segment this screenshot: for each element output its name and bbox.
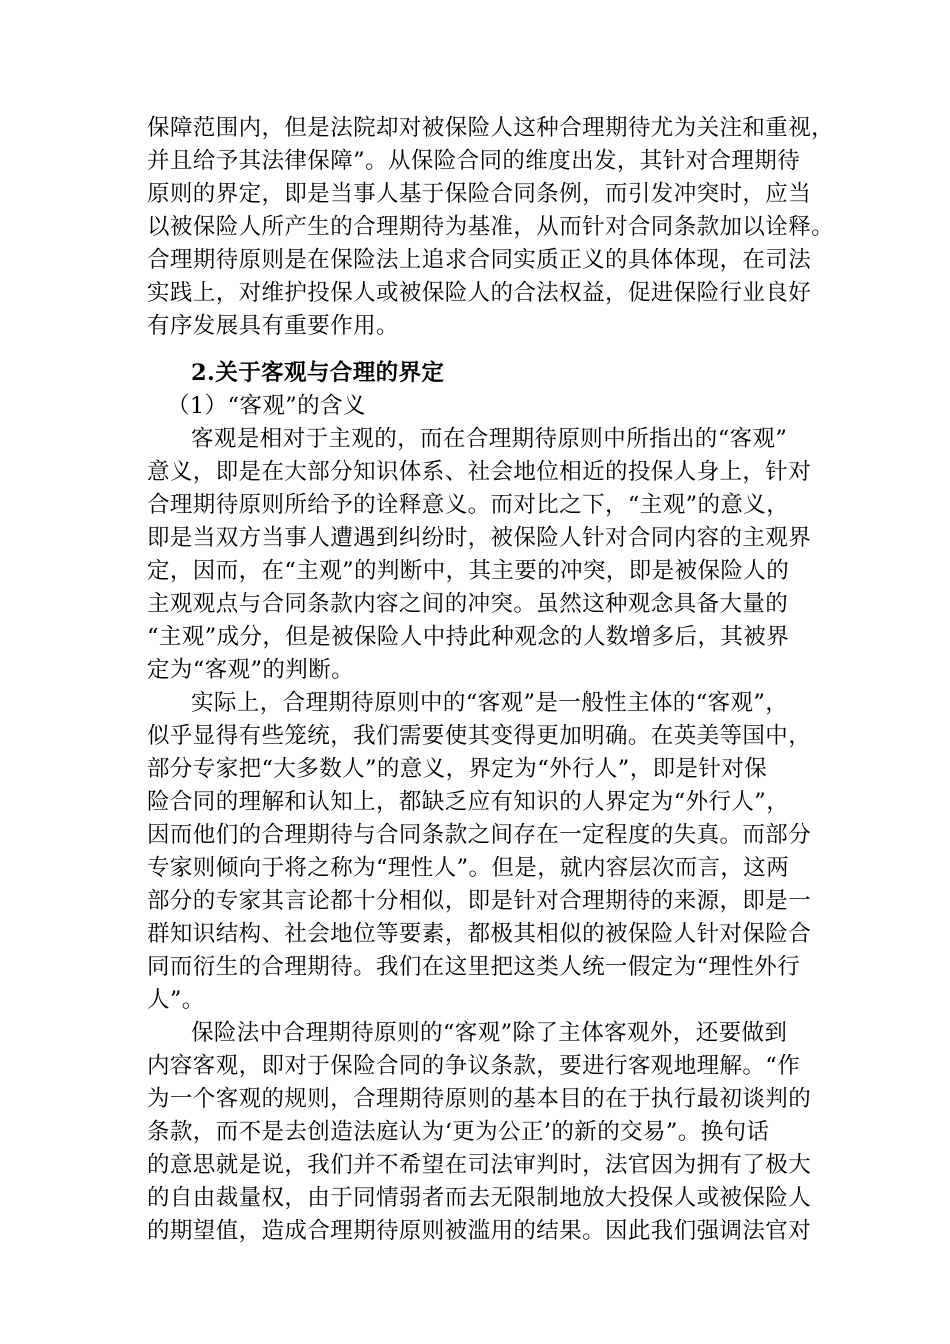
text-line: 内容客观，即对于保险合同的争议条款，要进行客观地理解。“作 <box>147 1053 801 1079</box>
text-line: 定，因而，在“主观”的判断中，其主要的冲突，即是被保险人的 <box>147 558 790 584</box>
section-heading: 2.关于客观与合理的界定 <box>191 360 445 386</box>
text-line: 的意思就是说，我们并不希望在司法审判时，法官因为拥有了极大 <box>147 1152 812 1178</box>
text-line: 定为“客观”的判断。 <box>147 657 355 683</box>
text-line: 即是当双方当事人遭遇到纠纷时，被保险人针对合同内容的主观界 <box>147 525 812 551</box>
text-line: 群知识结构、社会地位等要素，都极其相似的被保险人针对保险合 <box>147 921 812 947</box>
text-line: 的期望值，造成合理期待原则被滥用的结果。因此我们强调法官对 <box>147 1218 812 1244</box>
text-line: 实际上，合理期待原则中的“客观”是一般性主体的“客观”， <box>191 690 789 716</box>
text-line: 保障范围内，但是法院却对被保险人这种合理期待尤为关注和重视， <box>147 115 835 141</box>
text-line: “主观”成分，但是被保险人中持此种观念的人数增多后，其被界 <box>147 624 790 650</box>
paragraph-objective-meaning <box>147 423 827 687</box>
text-line: 合理期待原则所给予的诠释意义。而对比之下，“主观”的意义， <box>147 492 790 518</box>
text-line: 保险法中合理期待原则的“客观”除了主体客观外，还要做到 <box>191 1020 788 1046</box>
text-line: 专家则倾向于将之称为“理性人”。但是，就内容层次而言，这两 <box>147 855 790 881</box>
text-line: 原则的界定，即是当事人基于保险合同条例，而引发冲突时，应当 <box>147 181 812 207</box>
paragraph-reasonable-layman <box>147 687 827 1017</box>
paragraph-content-objective <box>147 1017 827 1248</box>
text-line: 似乎显得有些笼统，我们需要使其变得更加明确。在英美等国中， <box>147 723 812 749</box>
subsection-heading: （1）“客观”的含义 <box>167 393 366 419</box>
text-line: 条款，而不是去创造法庭认为‘更为公正’的新的交易”。换句话 <box>147 1119 770 1145</box>
text-line: 同而衍生的合理期待。我们在这里把这类人统一假定为“理性外行 <box>147 954 801 980</box>
text-line: 合理期待原则是在保险法上追求合同实质正义的具体体现，在司法 <box>147 247 812 273</box>
text-line: 主观观点与合同条款内容之间的冲突。虽然这种观念具备大量的 <box>147 591 789 617</box>
text-line: 以被保险人所产生的合理期待为基准，从而针对合同条款加以诠释。 <box>147 214 835 240</box>
document-page <box>147 112 835 1248</box>
text-line: 实践上，对维护投保人或被保险人的合法权益，促进保险行业良好 <box>147 280 812 306</box>
paragraph-intro <box>147 112 835 343</box>
text-line: 部分专家把“大多数人”的意义，界定为“外行人”，即是针对保 <box>147 756 768 782</box>
text-line: 因而他们的合理期待与合同条款之间存在一定程度的失真。而部分 <box>147 822 812 848</box>
text-line: 客观是相对于主观的，而在合理期待原则中所指出的“客观” <box>191 426 788 452</box>
text-line: 部分的专家其言论都十分相似，即是针对合理期待的来源，即是一 <box>147 888 812 914</box>
text-line: 的自由裁量权，由于同情弱者而去无限制地放大投保人或被保险人 <box>147 1185 812 1211</box>
text-line: 并且给予其法律保障”。从保险合同的维度出发，其针对合理期待 <box>147 148 801 174</box>
text-line: 险合同的理解和认知上，都缺乏应有知识的人界定为“外行人”， <box>147 789 790 815</box>
text-line: 为一个客观的规则，合理期待原则的基本目的在于执行最初谈判的 <box>147 1086 812 1112</box>
text-line: 人”。 <box>147 987 205 1013</box>
text-line: 有序发展具有重要作用。 <box>147 313 399 339</box>
text-line: 意义，即是在大部分知识体系、社会地位相近的投保人身上，针对 <box>147 459 812 485</box>
